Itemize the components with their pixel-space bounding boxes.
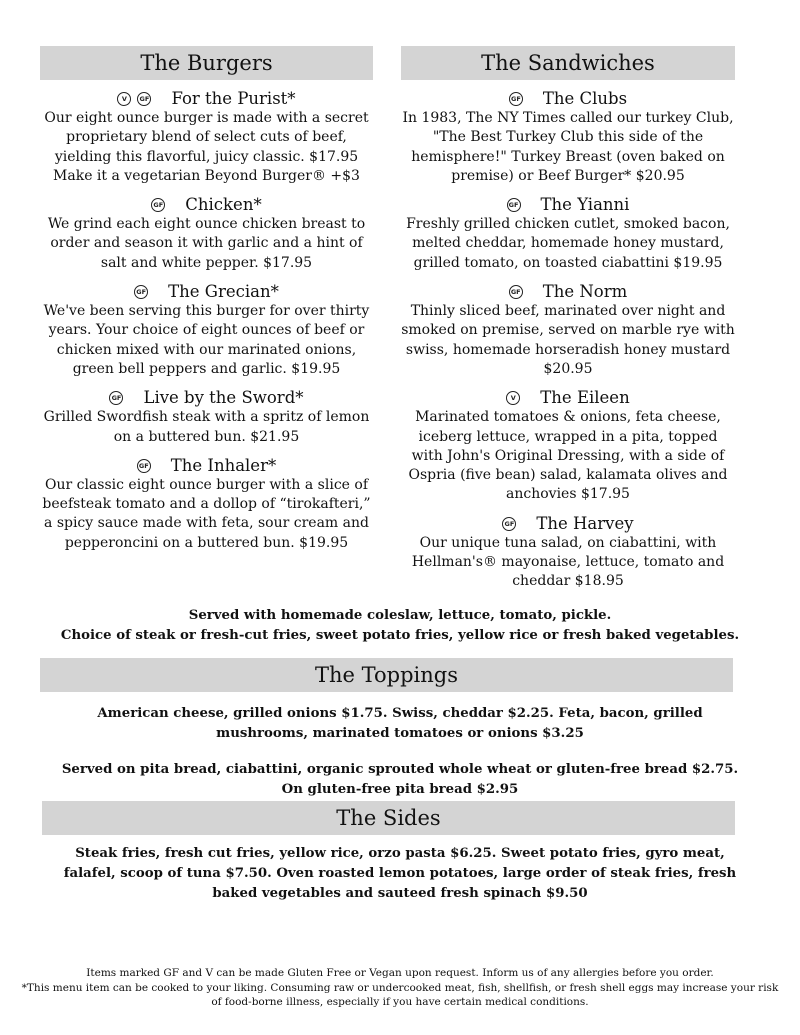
diet-badges xyxy=(137,459,151,473)
menu-item-description: Our unique tuna salad, on ciabattini, with Hellman's® mayonaise, lettuce, tomato and cheddar $18.95 xyxy=(411,534,725,590)
menu-item-name: Chicken* xyxy=(185,195,262,215)
diet-badges xyxy=(134,285,148,299)
diet-badges xyxy=(117,92,151,106)
menu-item xyxy=(401,388,735,504)
menu-item-header xyxy=(40,89,373,109)
menu-item-header xyxy=(40,388,373,408)
menu-item-description: Our eight ounce burger is made with a secret proprietary blend of select cuts of beef, yielding this flavorful, juicy classic. $17.95 Make it a vegetarian Beyond Burger® +$3 xyxy=(44,110,369,184)
gluten-free-badge-icon: GF xyxy=(134,285,148,299)
burgers-title: The Burgers xyxy=(40,46,373,80)
burgers-list xyxy=(40,89,373,553)
sandwiches-title: The Sandwiches xyxy=(401,46,735,80)
diet-badges xyxy=(506,391,520,405)
menu-item xyxy=(401,195,735,273)
menu-item-name: The Grecian* xyxy=(168,282,279,302)
served-with-note xyxy=(30,606,770,646)
menu-item xyxy=(40,456,373,553)
toppings-text: American cheese, grilled onions $1.75. Swiss, cheddar $2.25. Feta, bacon, grilled mushrooms, marinated tomatoes or onions $3.25 xyxy=(97,706,703,741)
sandwiches-section xyxy=(401,46,735,592)
menu-item-name: The Yianni xyxy=(540,195,630,215)
diet-badges xyxy=(509,285,523,299)
sandwiches-list xyxy=(401,89,735,592)
menu-item-description: Thinly sliced beef, marinated over night and smoked on premise, served on marble rye with swiss, homemade horseradish honey mustard $20.95 xyxy=(401,303,735,377)
menu-item xyxy=(40,195,373,273)
menu-item-description: Grilled Swordfish steak with a spritz of lemon on a buttered bun. $21.95 xyxy=(43,409,370,445)
menu-item-name: The Harvey xyxy=(536,513,634,533)
diet-badges xyxy=(507,198,521,212)
menu-item xyxy=(401,514,735,592)
menu-item-name: The Inhaler* xyxy=(170,455,277,475)
menu-item xyxy=(40,282,373,379)
gluten-free-badge-icon: GF xyxy=(137,459,151,473)
gluten-free-badge-icon: GF xyxy=(109,391,123,405)
gluten-free-badge-icon: GF xyxy=(502,517,516,531)
burgers-section xyxy=(40,46,373,553)
menu-item-description: Freshly grilled chicken cutlet, smoked bacon, melted cheddar, homemade honey mustard, grilled tomato, on toasted ciabattini $19.95 xyxy=(406,216,730,271)
menu-item-name: The Norm xyxy=(542,282,628,302)
footnotes xyxy=(20,966,780,1010)
gluten-free-badge-icon: GF xyxy=(507,198,521,212)
sides-text: Steak fries, fresh cut fries, yellow rice, orzo pasta $6.25. Sweet potato fries, gyro meat, falafel, scoop of tuna $7.50. Oven roasted lemon potatoes, large order of steak fries, fresh baked vegetables and sauteed fresh spinach $9.50 xyxy=(63,846,737,901)
menu-item xyxy=(401,282,735,379)
served-with-line-1: Served with homemade coleslaw, lettuce, tomato, pickle. xyxy=(188,608,612,623)
diet-badges xyxy=(502,517,516,531)
gluten-free-badge-icon: GF xyxy=(137,92,151,106)
menu-item-header xyxy=(401,282,735,302)
gluten-free-badge-icon: GF xyxy=(509,92,523,106)
menu-item-description: Our classic eight ounce burger with a slice of beefsteak tomato and a dollop of “tirokafteri,” a spicy sauce made with feta, sour cream and pepperoncini on a buttered bun. $19.95 xyxy=(42,476,371,551)
menu-item xyxy=(40,388,373,447)
menu-item-description: Marinated tomatoes & onions, feta cheese, iceberg lettuce, wrapped in a pita, topped with John's Original Dressing, with a side of Ospria (five bean) salad, kalamata olives and anchovies $17.95 xyxy=(408,409,728,503)
menu-item-header xyxy=(401,89,735,109)
vegan-badge-icon: V xyxy=(117,92,131,106)
bread-options-text: Served on pita bread, ciabattini, organic sprouted whole wheat or gluten-free bread $2.75. On gluten-free pita bread $2.95 xyxy=(61,762,739,797)
vegan-badge-icon: V xyxy=(506,391,520,405)
sides-title: The Sides xyxy=(42,801,735,835)
toppings-title: The Toppings xyxy=(40,658,733,692)
diet-badges xyxy=(109,391,123,405)
menu-item-header xyxy=(401,388,735,408)
served-with-line-2: Choice of steak or fresh-cut fries, sweet potato fries, yellow rice or fresh baked vegetables. xyxy=(60,628,740,643)
diet-badges xyxy=(151,198,165,212)
menu-item-header xyxy=(401,514,735,534)
menu-item-description: In 1983, The NY Times called our turkey Club, "The Best Turkey Club this side of the hemisphere!" Turkey Breast (oven baked on premise) or Beef Burger* $20.95 xyxy=(402,110,734,184)
allergy-note: Items marked GF and V can be made Gluten Free or Vegan upon request. Inform us of any allergies before you order. xyxy=(86,967,714,979)
menu-item-name: The Eileen xyxy=(540,388,630,408)
gluten-free-badge-icon: GF xyxy=(151,198,165,212)
menu-item-header xyxy=(40,456,373,476)
menu-item-name: Live by the Sword* xyxy=(143,388,304,408)
raw-food-warning: *This menu item can be cooked to your liking. Consuming raw or undercooked meat, fish, shellfish, or fresh shell eggs may increase your risk of food-borne illness, especially if you have certain medical conditions. xyxy=(21,981,779,1008)
menu-item xyxy=(401,89,735,186)
gluten-free-badge-icon: GF xyxy=(509,285,523,299)
menu-item-name: For the Purist* xyxy=(171,89,296,108)
diet-badges xyxy=(509,92,523,106)
menu-item-header xyxy=(40,282,373,302)
menu-item-name: The Clubs xyxy=(542,89,628,108)
menu-item-header xyxy=(40,195,373,215)
menu-item xyxy=(40,89,373,186)
menu-item-header xyxy=(401,195,735,215)
menu-item-description: We grind each eight ounce chicken breast to order and season it with garlic and a hint of salt and white pepper. $17.95 xyxy=(47,216,366,271)
menu-item-description: We've been serving this burger for over thirty years. Your choice of eight ounces of beef or chicken mixed with our marinated onions, green bell peppers and garlic. $19.95 xyxy=(43,303,370,377)
